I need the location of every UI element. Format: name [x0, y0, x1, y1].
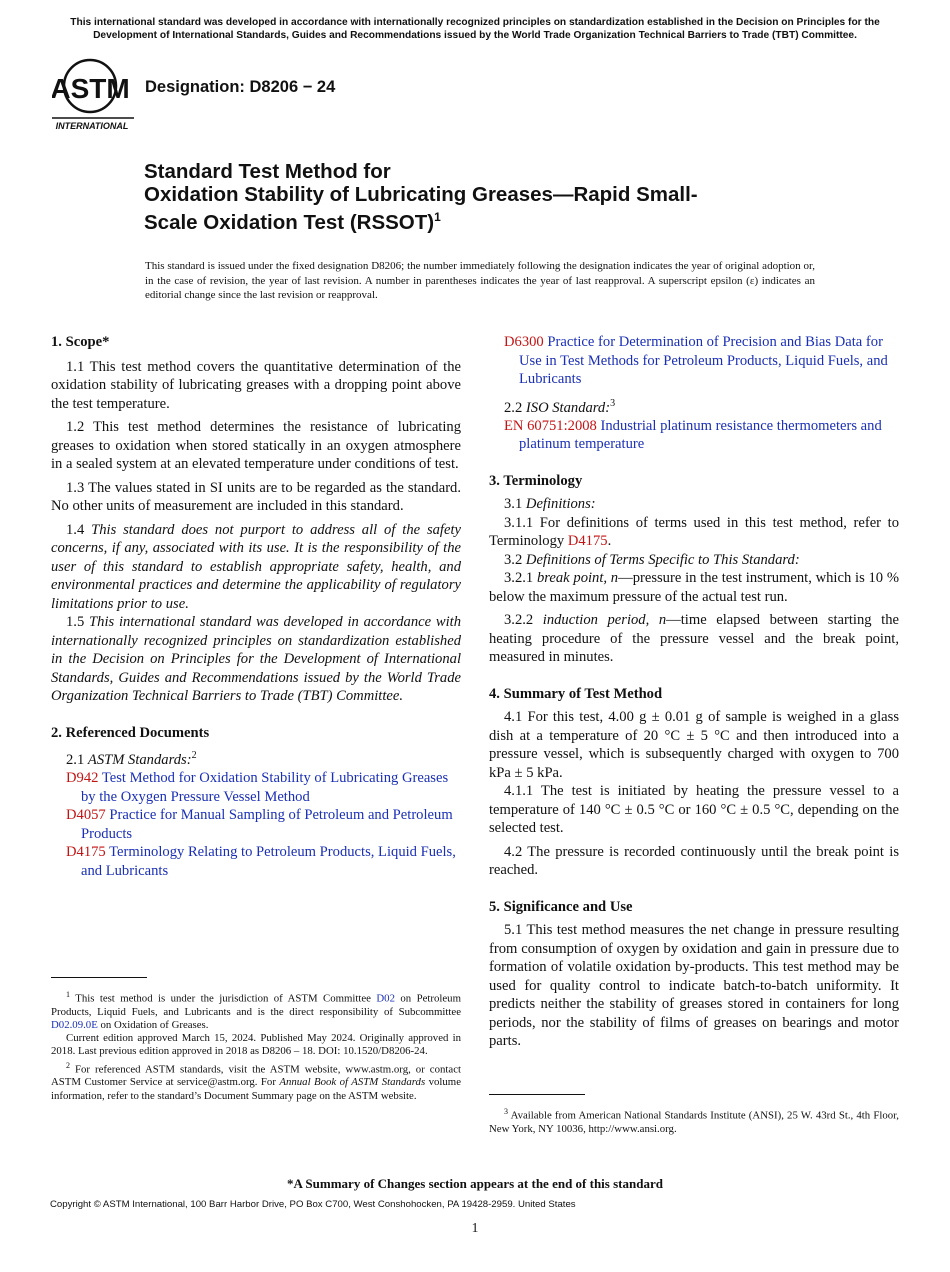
para-4-1-1: 4.1.1 The test is initiated by heating the pressure vessel to a temperature of 140 °C ± 0.5 °C or 160 °C ± 0.5 °C, depending on the selected test.: [489, 783, 899, 837]
top-notice: This international standard was developed in accordance with internationally recognized principles on standardization established in the Decision on Principles for the Development of International Standards, Guides and Recommendations issued by the World Trade Organization Technical Barriers to Trade (TBT) Committee.: [70, 17, 880, 41]
right-column: [489, 333, 899, 1051]
para-2-1: 2.1 ASTM Standards:$^2$: [66, 750, 197, 768]
link-d4175[interactable]: D4175: [567, 533, 608, 550]
footnote-3: $^3$ Available from American National Standards Institute (ANSI), 25 W. 43rd St., 4th Floor, New York, NY 10036, http://www.ansi.org.: [489, 1107, 900, 1135]
title-line-1: Standard Test Method for: [144, 160, 391, 183]
issued-note: This standard is issued under the fixed designation D8206; the number immediately following the designation indicates the year of original adoption or, in the case of revision, the year of last revision. A number in parentheses indicates the year of last reapproval. A superscript epsilon (ε) indicates an editorial change since the last revision or reapproval.: [145, 260, 815, 301]
para-3-1-1: 3.1.1 For definitions of terms used in this test method, refer to Terminology D4175.: [489, 514, 899, 550]
footnote-rule: [51, 977, 147, 978]
logo-letters: ASTM: [52, 73, 130, 104]
footnote-1-edition: Current edition approved March 15, 2024. Published May 2024. Originally approved in 2018. Last previous edition approved in 2018 as D8206 – 18. DOI: 10.1520/D8206-24.: [51, 1032, 461, 1058]
para-3-2: 3.2 Definitions of Terms Specific to This Standard:: [504, 551, 800, 568]
title-line-2: Oxidation Stability of Lubricating Greases—Rapid Small-: [144, 182, 698, 206]
footnotes-right: [489, 1094, 899, 1136]
para-4-2: 4.2 The pressure is recorded continuously until the break point is reached.: [489, 843, 899, 879]
para-1-4: 1.4 This standard does not purport to address all of the safety concerns, if any, associated with its use. It is the responsibility of the user of this standard to establish appropriate safety, health, and environmental practices and determine the applicability of regulatory limitations prior to use.: [51, 521, 461, 612]
section-heading-significance: 5. Significance and Use: [489, 898, 633, 915]
para-3-2-1: 3.2.1 break point, n—pressure in the test instrument, which is 10 % below the maximum pressure of the actual test run.: [489, 570, 899, 605]
designation: Designation: D8206 − 24: [145, 78, 336, 96]
ref-item-d942[interactable]: D942 Test Method for Oxidation Stability of Lubricating Greases by the Oxygen Pressure Vessel Method: [66, 770, 449, 805]
para-2-2: 2.2 ISO Standard:$^3$: [504, 397, 616, 416]
para-5-1: 5.1 This test method measures the net change in pressure resulting from consumption of oxygen by oxidation and gain in pressure due to formation of volatile oxidation by-products. This test method may be used for quality control to indicate batch-to-batch uniformity. It predicts neither the stability of greases stored in containers for long periods, nor the stability of films of greases on bearings and motor parts.: [489, 922, 899, 1050]
para-1-2: 1.2 This test method determines the resistance of lubricating greases to oxidation when stored statically in an oxygen atmosphere in a sealed system at an elevated temperature under conditions of test.: [51, 419, 461, 472]
para-1-5: 1.5 This international standard was developed in accordance with internationally recognized principles on standardization established in the Decision on Principles for the Development of International Standards, Guides and Recommendations issued by the World Trade Organization Technical Barriers to Trade (TBT) Committee.: [51, 614, 462, 704]
para-3-1: 3.1 Definitions:: [504, 496, 596, 513]
ref-item-d4175[interactable]: D4175 Terminology Relating to Petroleum Products, Liquid Fuels, and Lubricants: [66, 844, 456, 879]
para-3-2-2: 3.2.2 induction period, n—time elapsed between starting the heating procedure of the pressure vessel and the break point, measured in minutes.: [489, 612, 899, 666]
astm-logo-icon: [52, 58, 136, 132]
para-4-1: 4.1 For this test, 4.00 g ± 0.01 g of sample is weighed in a glass dish at a temperature of 20 °C ± 5 °C and then introduced into a pressure vessel, which is subsequently charged with oxygen to 700 kPa ± 5 kPa.: [489, 709, 899, 781]
footnote-2: $^2$ For referenced ASTM standards, visit the ASTM website, www.astm.org, or contact ASTM Customer Service at service@astm.org. For Annual Book of ASTM Standards volume information, refer to the standard’s Document Summary page on the ASTM website.: [51, 1060, 461, 1102]
logo-subtext: INTERNATIONAL: [55, 121, 129, 131]
section-heading-refdocs: 2. Referenced Documents: [51, 724, 210, 741]
para-1-3: 1.3 The values stated in SI units are to be regarded as the standard. No other units of measurement are included in this standard.: [51, 479, 461, 514]
para-1-1: 1.1 This test method covers the quantitative determination of the oxidation stability of lubricating greases with a dropping point above the test temperature.: [51, 358, 461, 412]
footnote-1: $^1$ This test method is under the jurisdiction of ASTM Committee D02 on Petroleum Products, Liquid Fuels, and Lubricants and is the direct responsibility of Subcommittee D02.09.0E on Oxidation of Greases.: [51, 990, 461, 1031]
footnote-rule-right: [489, 1094, 585, 1095]
section-heading-terminology: 3. Terminology: [489, 472, 583, 489]
ref-item-d4057[interactable]: D4057 Practice for Manual Sampling of Petroleum and Petroleum Products: [66, 807, 453, 842]
summary-of-changes-note: *A Summary of Changes section appears at the end of this standard: [287, 1176, 663, 1191]
title-footnote-mark: 1: [434, 210, 441, 224]
footnotes-left: [51, 977, 461, 1103]
copyright: Copyright © ASTM International, 100 Barr Harbor Drive, PO Box C700, West Conshohocken, PA 19428-2959. United States: [50, 1199, 576, 1210]
title-line-3: Scale Oxidation Test (RSSOT): [144, 210, 435, 234]
link-d02-09-0e[interactable]: D02.09.0E: [51, 1019, 98, 1031]
astm-logo: [52, 58, 136, 132]
left-column: [51, 333, 461, 880]
section-heading-scope: 1. Scope*: [51, 334, 110, 350]
section-heading-summary: 4. Summary of Test Method: [489, 685, 663, 702]
ref-item-d6300[interactable]: D6300 Practice for Determination of Precision and Bias Data for Use in Test Methods for Petroleum Products, Liquid Fuels, and Lubricants: [504, 334, 888, 387]
page-title: [144, 161, 844, 234]
link-d02[interactable]: D02: [376, 992, 395, 1005]
page-number: 1: [471, 1220, 479, 1235]
ref-item-en60751[interactable]: EN 60751:2008 Industrial platinum resistance thermometers and platinum temperature: [504, 417, 882, 453]
